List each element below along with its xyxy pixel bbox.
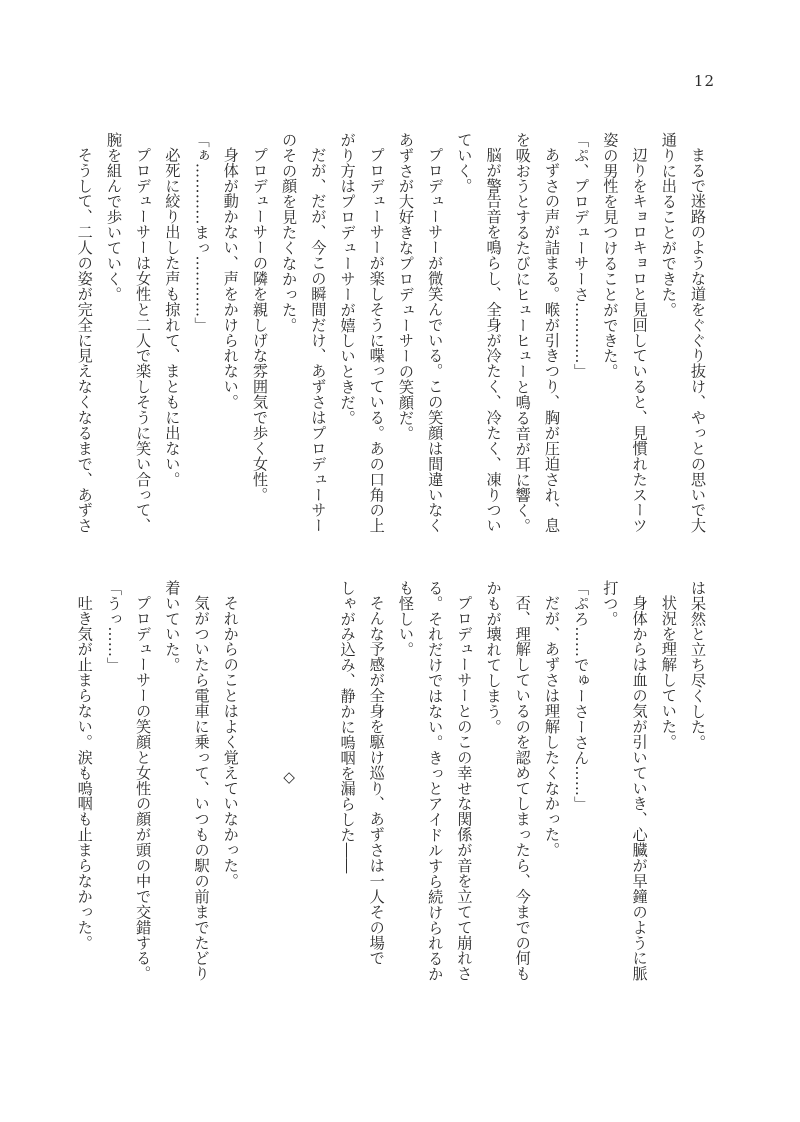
text-line: 身体が動かない、声をかけられない。 [221,147,240,410]
text-line: 吐き気が止まらない。涙も嗚咽も止まらなかった。 [75,595,94,951]
text-line: 「ぷ、プロデューサーさ…………」 [572,132,591,380]
text-line: だが、だが、今この瞬間だけ、あずさはプロデューサー [309,147,328,534]
text-line [245,580,274,975]
text-line: かもが壊れてしまう。 [484,580,503,735]
text-line: だが、あずさは理解したくなかった。 [542,595,561,858]
text-line: 通りに出ることができた。 [659,132,678,318]
text-line: がり方はプロデューサーが嬉しいときだ。 [338,132,357,426]
page-number: 12 [693,72,715,90]
text-line: 状況を理解していた。 [659,595,678,750]
text-line: プロデューサーが楽しそうに喋っている。あの口角の上 [367,147,386,534]
text-line: プロデューサーの隣を親しげな雰囲気で歩く女性。 [250,147,269,503]
text-line: 姿の男性を見つけることができた。 [601,132,620,380]
text-line: 気がついたら電車に乗って、いつもの駅の前までたどり [192,595,211,982]
text-line: も怪しい。 [396,580,415,658]
text-line: あずさが大好きなプロデューサーの笑顔だ。 [396,132,415,441]
text-line: 脳が警告音を鳴らし、全身が冷たく、冷たく、凍りつい [484,147,503,534]
text-line: 「うっ……」 [104,580,123,673]
text-line: 身体からは血の気が引いていき、心臓が早鐘のように脈 [630,595,649,982]
upper-text-block [75,132,712,534]
text-line [303,580,332,975]
text-line: それからのことはよく覚えていなかった。 [221,595,240,889]
text-line: プロデューサーは女性と二人で楽しそうに笑い合って、 [134,147,153,534]
text-line: 打つ。 [601,580,620,627]
text-line: 「ぷろ……でゅーさーさん……」 [572,580,591,812]
text-line: 腕を組んで歩いていく。 [104,132,123,302]
text-line: プロデューサーの笑顔と女性の顔が頭の中で交錯する。 [134,595,153,982]
text-line: しゃがみ込み、静かに嗚咽を漏らした―― [338,580,357,874]
text-line: 必死に絞り出した声も掠れて、まともに出ない。 [163,147,182,488]
text-line: まるで迷路のような道をぐぐり抜け、やっとの思いで大 [689,147,707,534]
text-line: 着いていた。 [163,580,182,673]
scene-break-marker: ◇ [280,768,299,787]
text-line: のその顔を見たくなかった。 [280,132,299,333]
text-line: プロデューサーが微笑んでいる。この笑顔は間違いなく [426,147,445,534]
text-line: 「ぁ…………まっ…………」 [192,132,211,333]
text-line: 辺りをキョロキョロと見回していると、見慣れたスーツ [630,147,649,534]
text-line: る。それだけではない。きっとアイドルすら続けられるか [426,580,445,982]
text-line: 否、理解しているのを認めてしまったら、今までの何も [513,595,532,982]
text-line: そうして、二人の姿が完全に見えなくなるまで、あずさ [75,147,94,534]
text-line: あずさの声が詰まる。喉が引きつり、胸が圧迫され、息 [542,147,561,534]
text-line: を吸おうとするたびにヒューヒューと鳴る音が耳に響く。 [513,132,532,534]
lower-text-block [75,580,712,982]
text-line: プロデューサーとのこの幸せな関係が音を立てて崩れさ [455,595,474,982]
text-line: ていく。 [455,132,474,194]
text-line: そんな予感が全身を駆け巡り、あずさは一人その場で [367,595,386,966]
text-line: は呆然と立ち尽くした。 [689,580,707,750]
